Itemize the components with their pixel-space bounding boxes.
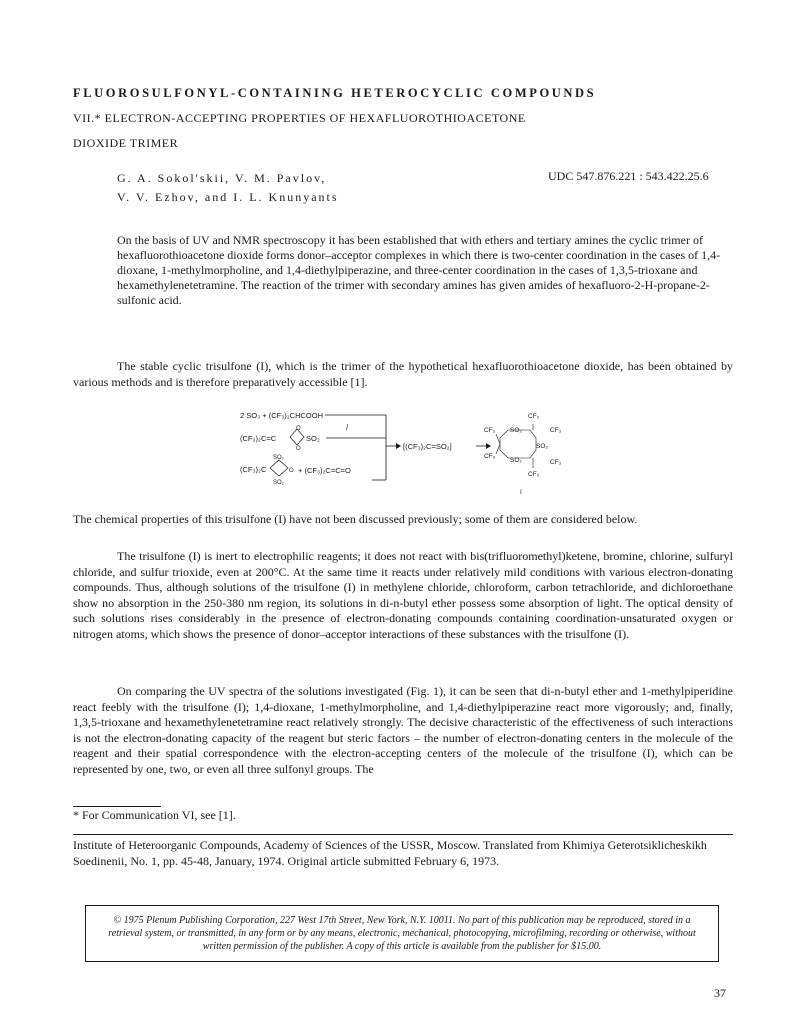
scheme-reactant-2-so2: SO₂ bbox=[306, 434, 320, 443]
scheme-intermediate: [(CF₃)₂C=SO₂] bbox=[403, 442, 452, 451]
reaction-scheme bbox=[200, 410, 590, 500]
paragraph-intro bbox=[73, 359, 733, 390]
copyright-text: © 1975 Plenum Publishing Corporation, 227 West 17th Street, New York, N.Y. 10011. No part of this publication may be reproduced, stored in a retrieval system, or transmitted, in any form or by any means, electronic, mechanical, photocopying, microfilming, recording or otherwise, without written permission of the publisher. A copy of this article is available from the publisher for $15.00. bbox=[108, 915, 696, 952]
article-title-line-2: DIOXIDE TRIMER bbox=[73, 136, 179, 150]
footnote: * For Communication VI, see [1]. bbox=[73, 808, 236, 822]
scheme-ring-oxygen-top: O bbox=[296, 426, 301, 432]
paragraph-properties-intro bbox=[73, 512, 733, 528]
scheme-ring-so2-bottom: SO₂ bbox=[273, 480, 284, 486]
paragraph-text: The chemical properties of this trisulfone (I) have not been discussed previously; some of them are considered below. bbox=[73, 512, 638, 526]
scheme-arrow-label: / bbox=[346, 423, 349, 432]
authors-line-1: G. A. Sokol'skii, V. M. Pavlov, bbox=[117, 171, 327, 185]
scheme-product-cf3-upper-left: CF₃ bbox=[484, 427, 496, 434]
paragraph-text: The stable cyclic trisulfone (I), which is the trimer of the hypothetical hexafluorothioacetone dioxide, has been obtained by various methods and is therefore preparatively accessible [1]. bbox=[73, 359, 733, 389]
scheme-ring-oxygen: O bbox=[289, 468, 294, 474]
scheme-product-so2-right: SO₂ bbox=[536, 443, 548, 450]
scheme-reactant-2-left: (CF₃)₂C=C bbox=[240, 434, 277, 443]
scheme-product-cf3-top: CF₃ bbox=[528, 413, 540, 420]
paragraph-uv-spectra bbox=[73, 684, 733, 777]
authors-line-2: V. V. Ezhov, and I. L. Knunyants bbox=[117, 190, 339, 204]
institute-note: Institute of Heteroorganic Compounds, Academy of Sciences of the USSR, Moscow. Translated from Khimiya Geterotsiklicheskikh Soedinenii, No. 1, pp. 45-48, January, 1974. Original article submitted February 6, 1973. bbox=[73, 838, 707, 868]
udc-code: UDC 547.876.221 : 543.422.25.6 bbox=[548, 169, 709, 183]
scheme-product-cf3-bottom: CF₃ bbox=[528, 471, 540, 478]
authors-block bbox=[117, 169, 339, 207]
paragraph-text: On comparing the UV spectra of the solutions investigated (Fig. 1), it can be seen that di-n-butyl ether and 1-methylpiperidine react feebly with the trisulfone (I); 1,4-dioxane, 1-methylmorpholine, and 1,4-diethylpiperazine react more vigorously; and, finally, 1,3,5-trioxane and hexamethylenetetramine react relatively strongly. The decisive characteristic of the effectiveness of such interactions is not the electron-donating capacity of the reagent but steric factors – the number of electron-donating centers in the molecule of the reagent and their spatial correspondence with the electron-accepting centers of the molecule of the trisulfone (I), which can be represented by one, two, or even all three sulfonyl groups. The bbox=[73, 684, 733, 776]
scheme-product-so2-top: SO₂ bbox=[510, 427, 522, 434]
institute-divider bbox=[73, 834, 733, 835]
paragraph-reactivity bbox=[73, 549, 733, 642]
article-title-line-1: VII.* ELECTRON-ACCEPTING PROPERTIES OF HEXAFLUOROTHIOACETONE bbox=[73, 111, 526, 125]
scheme-ring-so2-top: SO₂ bbox=[273, 455, 284, 461]
scheme-ring-oxygen-bottom: O bbox=[296, 446, 301, 452]
scheme-reactant-1: 2 SO₃ + (CF₃)₂CHCOOH bbox=[240, 411, 323, 420]
scheme-product-so2-bottom: SO₂ bbox=[510, 457, 522, 464]
series-title: FLUOROSULFONYL-CONTAINING HETEROCYCLIC COMPOUNDS bbox=[73, 86, 597, 100]
scheme-product-cf3-lower-left: CF₃ bbox=[484, 453, 496, 460]
scheme-product-cf3-lower-right: CF₃ bbox=[550, 459, 562, 466]
scheme-product-cf3-upper-right: CF₃ bbox=[550, 427, 562, 434]
copyright-box bbox=[85, 905, 719, 962]
scheme-reactant-3-left: (CF₃)₂C bbox=[240, 465, 267, 474]
scheme-reactant-3-ketene: + (CF₃)₂C=C=O bbox=[298, 466, 351, 475]
paragraph-text: The trisulfone (I) is inert to electrophilic reagents; it does not react with bis(trifluoromethyl)ketene, bromine, chlorine, sulfuryl chloride, and sulfur trioxide, even at 200°C. At the same time it reacts under relatively mild conditions with various electron-donating compounds. Thus, although solutions of the trisulfone (I) in methylene chloride, chloroform, carbon tetrachloride, and dichloroethane show no absorption in the 250-380 nm region, its solutions in di-n-butyl ether possess some absorption of light. The optical density of such solutions rises considerably in the presence of electron-donating compounds containing coordination-unsaturated oxygen or nitrogen atoms, which shows the presence of donor–acceptor interactions of these substances with the trisulfone (I). bbox=[73, 549, 733, 641]
footnote-divider bbox=[73, 806, 161, 807]
scheme-product-label: I bbox=[520, 489, 522, 496]
page-number: 37 bbox=[714, 986, 726, 1000]
abstract: On the basis of UV and NMR spectroscopy it has been established that with ethers and tertiary amines the cyclic trimer of hexafluorothioacetone dioxide forms donor–acceptor complexes in which there is two-center coordination in the cases of 1,4-dioxane, 1-methylmorpholine, and 1,4-diethylpiperazine, and three-center coordination in the cases of 1,3,5-trioxane and hexamethylenetetramine. The reaction of the trimer with secondary amines has given amides of hexafluoro-2-H-propane-2-sulfonic acid. bbox=[117, 233, 721, 307]
